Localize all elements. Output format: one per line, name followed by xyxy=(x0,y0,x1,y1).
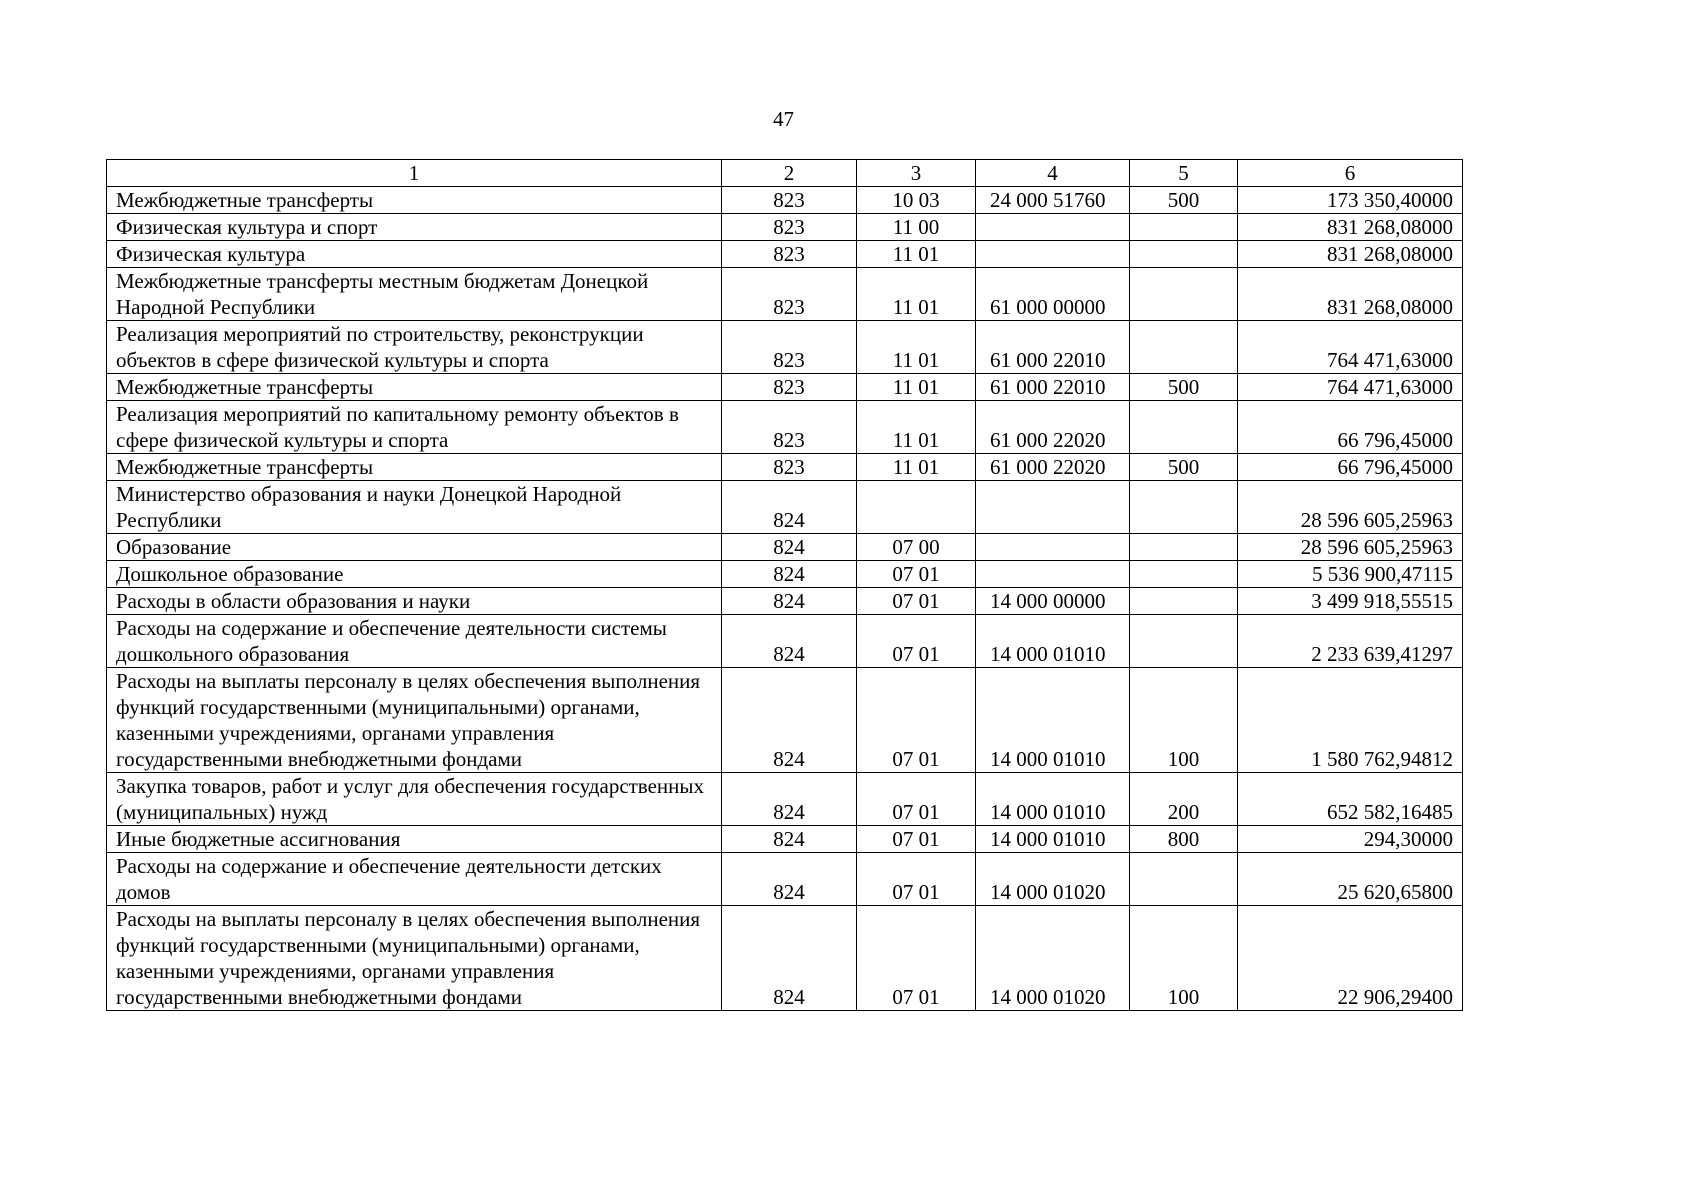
amount-cell: 652 582,16485 xyxy=(1238,773,1463,826)
table-row xyxy=(107,773,1463,826)
ministry-code-cell: 823 xyxy=(722,321,857,374)
column-header: 1 xyxy=(107,160,722,187)
section-code-cell xyxy=(857,481,976,534)
amount-cell: 764 471,63000 xyxy=(1238,374,1463,401)
item-name-cell: Министерство образования и науки Донецкой Народной Республики xyxy=(107,481,722,534)
item-name-cell: Физическая культура xyxy=(107,241,722,268)
target-article-cell: 14 000 00000 xyxy=(976,588,1130,615)
ministry-code-cell: 824 xyxy=(722,615,857,668)
ministry-code-cell: 824 xyxy=(722,668,857,773)
ministry-code-cell: 824 xyxy=(722,853,857,906)
expense-type-cell xyxy=(1130,853,1238,906)
column-header: 4 xyxy=(976,160,1130,187)
expense-type-cell xyxy=(1130,321,1238,374)
target-article-cell xyxy=(976,214,1130,241)
table-row xyxy=(107,853,1463,906)
target-article-cell: 61 000 22010 xyxy=(976,374,1130,401)
expense-type-cell xyxy=(1130,561,1238,588)
expense-type-cell xyxy=(1130,241,1238,268)
item-name-cell: Межбюджетные трансферты xyxy=(107,374,722,401)
budget-table xyxy=(106,159,1463,1011)
table-row xyxy=(107,268,1463,321)
amount-cell: 66 796,45000 xyxy=(1238,454,1463,481)
table-row xyxy=(107,588,1463,615)
target-article-cell: 61 000 22020 xyxy=(976,401,1130,454)
expense-type-cell xyxy=(1130,401,1238,454)
ministry-code-cell: 824 xyxy=(722,561,857,588)
amount-cell: 173 350,40000 xyxy=(1238,187,1463,214)
ministry-code-cell: 823 xyxy=(722,374,857,401)
table-row xyxy=(107,668,1463,773)
amount-cell: 2 233 639,41297 xyxy=(1238,615,1463,668)
page-number: 47 xyxy=(773,107,794,131)
expense-type-cell: 100 xyxy=(1130,668,1238,773)
item-name-cell: Межбюджетные трансферты местным бюджетам Донецкой Народной Республики xyxy=(107,268,722,321)
table-row xyxy=(107,321,1463,374)
expense-type-cell: 200 xyxy=(1130,773,1238,826)
target-article-cell: 61 000 22010 xyxy=(976,321,1130,374)
section-code-cell: 11 01 xyxy=(857,374,976,401)
ministry-code-cell: 824 xyxy=(722,906,857,1011)
item-name-cell: Межбюджетные трансферты xyxy=(107,187,722,214)
item-name-cell: Расходы на содержание и обеспечение деятельности системы дошкольного образования xyxy=(107,615,722,668)
expense-type-cell xyxy=(1130,214,1238,241)
target-article-cell: 14 000 01010 xyxy=(976,826,1130,853)
amount-cell: 28 596 605,25963 xyxy=(1238,481,1463,534)
amount-cell: 294,30000 xyxy=(1238,826,1463,853)
section-code-cell: 11 01 xyxy=(857,321,976,374)
section-code-cell: 07 01 xyxy=(857,853,976,906)
section-code-cell: 07 01 xyxy=(857,668,976,773)
item-name-cell: Расходы на выплаты персоналу в целях обеспечения выполнения функций государственными (муниципальными) органами, казенными учреждениями, органами управления государственными внебюджетными фондами xyxy=(107,668,722,773)
section-code-cell: 07 00 xyxy=(857,534,976,561)
column-header: 3 xyxy=(857,160,976,187)
amount-cell: 831 268,08000 xyxy=(1238,241,1463,268)
amount-cell: 831 268,08000 xyxy=(1238,268,1463,321)
item-name-cell: Дошкольное образование xyxy=(107,561,722,588)
item-name-cell: Реализация мероприятий по капитальному ремонту объектов в сфере физической культуры и спорта xyxy=(107,401,722,454)
amount-cell: 25 620,65800 xyxy=(1238,853,1463,906)
target-article-cell: 14 000 01010 xyxy=(976,668,1130,773)
item-name-cell: Образование xyxy=(107,534,722,561)
expense-type-cell: 500 xyxy=(1130,187,1238,214)
table-row xyxy=(107,187,1463,214)
target-article-cell: 14 000 01020 xyxy=(976,906,1130,1011)
table-row xyxy=(107,401,1463,454)
item-name-cell: Расходы в области образования и науки xyxy=(107,588,722,615)
amount-cell: 22 906,29400 xyxy=(1238,906,1463,1011)
ministry-code-cell: 824 xyxy=(722,481,857,534)
table-row xyxy=(107,374,1463,401)
amount-cell: 5 536 900,47115 xyxy=(1238,561,1463,588)
ministry-code-cell: 824 xyxy=(722,588,857,615)
ministry-code-cell: 823 xyxy=(722,268,857,321)
section-code-cell: 07 01 xyxy=(857,773,976,826)
ministry-code-cell: 823 xyxy=(722,241,857,268)
section-code-cell: 07 01 xyxy=(857,826,976,853)
target-article-cell: 61 000 00000 xyxy=(976,268,1130,321)
section-code-cell: 11 00 xyxy=(857,214,976,241)
section-code-cell: 11 01 xyxy=(857,268,976,321)
expense-type-cell xyxy=(1130,534,1238,561)
item-name-cell: Иные бюджетные ассигнования xyxy=(107,826,722,853)
expense-type-cell xyxy=(1130,588,1238,615)
section-code-cell: 07 01 xyxy=(857,906,976,1011)
section-code-cell: 07 01 xyxy=(857,561,976,588)
ministry-code-cell: 823 xyxy=(722,187,857,214)
table-header-row xyxy=(107,160,1463,187)
table-row xyxy=(107,214,1463,241)
target-article-cell: 61 000 22020 xyxy=(976,454,1130,481)
item-name-cell: Расходы на выплаты персоналу в целях обеспечения выполнения функций государственными (муниципальными) органами, казенными учреждениями, органами управления государственными внебюджетными фондами xyxy=(107,906,722,1011)
table-row xyxy=(107,454,1463,481)
table-row xyxy=(107,826,1463,853)
item-name-cell: Расходы на содержание и обеспечение деятельности детских домов xyxy=(107,853,722,906)
expense-type-cell: 800 xyxy=(1130,826,1238,853)
target-article-cell xyxy=(976,534,1130,561)
section-code-cell: 10 03 xyxy=(857,187,976,214)
table-row xyxy=(107,481,1463,534)
ministry-code-cell: 824 xyxy=(722,773,857,826)
item-name-cell: Физическая культура и спорт xyxy=(107,214,722,241)
expense-type-cell xyxy=(1130,615,1238,668)
ministry-code-cell: 824 xyxy=(722,534,857,561)
ministry-code-cell: 823 xyxy=(722,214,857,241)
section-code-cell: 07 01 xyxy=(857,588,976,615)
amount-cell: 764 471,63000 xyxy=(1238,321,1463,374)
ministry-code-cell: 823 xyxy=(722,401,857,454)
amount-cell: 66 796,45000 xyxy=(1238,401,1463,454)
target-article-cell: 24 000 51760 xyxy=(976,187,1130,214)
section-code-cell: 11 01 xyxy=(857,241,976,268)
target-article-cell xyxy=(976,561,1130,588)
target-article-cell: 14 000 01020 xyxy=(976,853,1130,906)
table-row xyxy=(107,534,1463,561)
amount-cell: 831 268,08000 xyxy=(1238,214,1463,241)
table-row xyxy=(107,906,1463,1011)
target-article-cell: 14 000 01010 xyxy=(976,773,1130,826)
table-row xyxy=(107,615,1463,668)
section-code-cell: 11 01 xyxy=(857,401,976,454)
target-article-cell xyxy=(976,481,1130,534)
expense-type-cell: 100 xyxy=(1130,906,1238,1011)
ministry-code-cell: 824 xyxy=(722,826,857,853)
column-header: 5 xyxy=(1130,160,1238,187)
column-header: 6 xyxy=(1238,160,1463,187)
expense-type-cell xyxy=(1130,481,1238,534)
column-header: 2 xyxy=(722,160,857,187)
expense-type-cell xyxy=(1130,268,1238,321)
expense-type-cell: 500 xyxy=(1130,454,1238,481)
target-article-cell xyxy=(976,241,1130,268)
item-name-cell: Межбюджетные трансферты xyxy=(107,454,722,481)
item-name-cell: Реализация мероприятий по строительству, реконструкции объектов в сфере физической культуры и спорта xyxy=(107,321,722,374)
amount-cell: 28 596 605,25963 xyxy=(1238,534,1463,561)
table-row xyxy=(107,561,1463,588)
section-code-cell: 07 01 xyxy=(857,615,976,668)
amount-cell: 1 580 762,94812 xyxy=(1238,668,1463,773)
item-name-cell: Закупка товаров, работ и услуг для обеспечения государственных (муниципальных) нужд xyxy=(107,773,722,826)
amount-cell: 3 499 918,55515 xyxy=(1238,588,1463,615)
ministry-code-cell: 823 xyxy=(722,454,857,481)
section-code-cell: 11 01 xyxy=(857,454,976,481)
table-row xyxy=(107,241,1463,268)
expense-type-cell: 500 xyxy=(1130,374,1238,401)
target-article-cell: 14 000 01010 xyxy=(976,615,1130,668)
